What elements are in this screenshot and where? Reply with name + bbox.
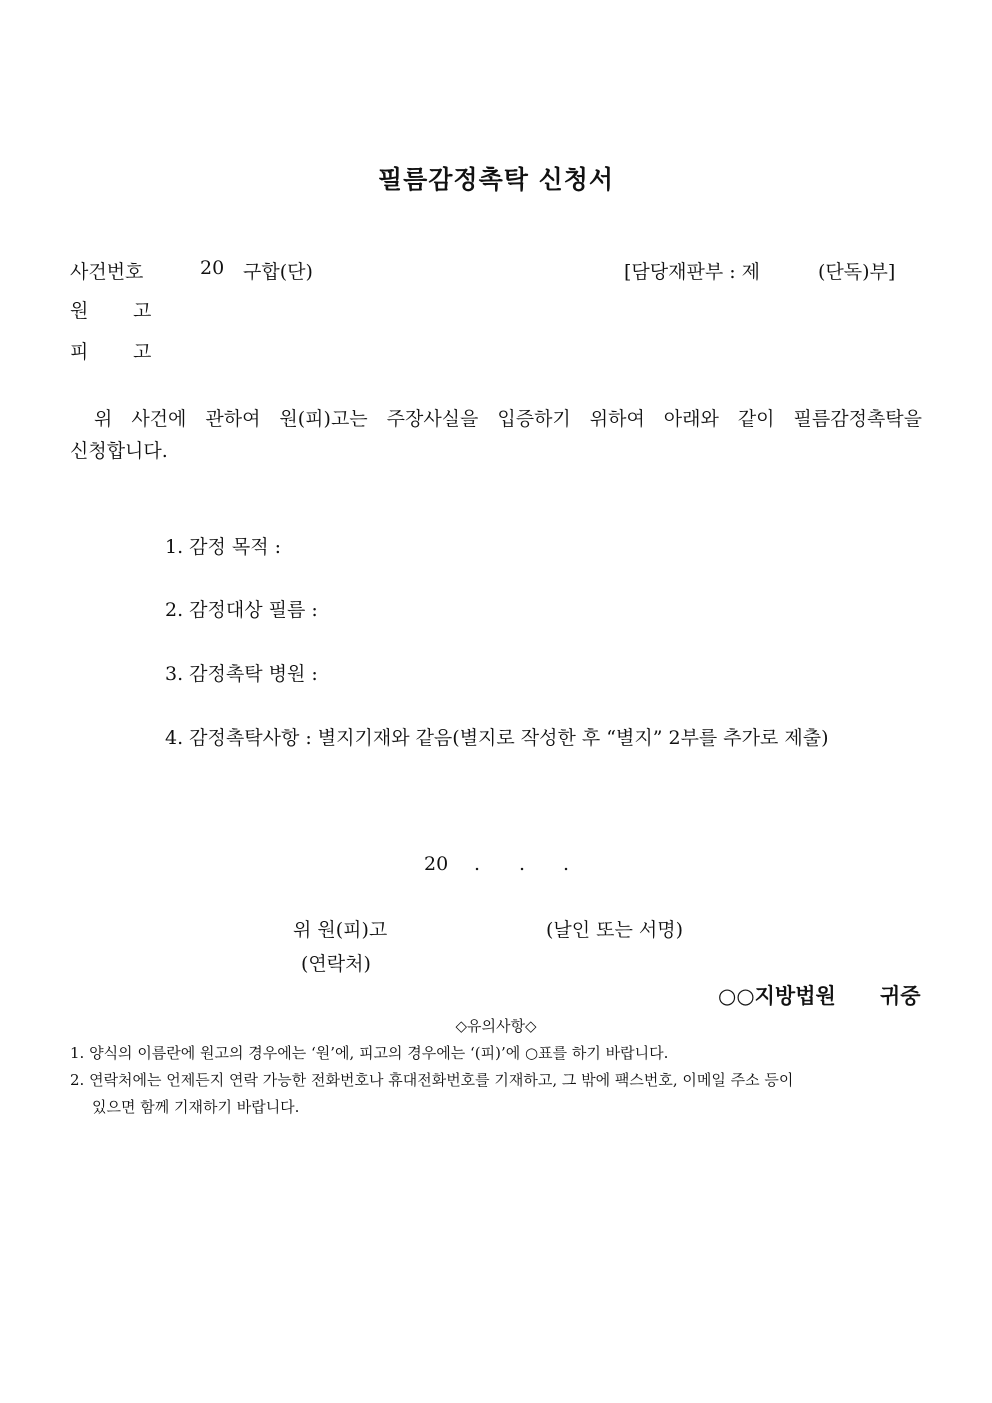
notes-title: ◇유의사항◇	[455, 1017, 537, 1035]
item-purpose: 1. 감정 목적 :	[165, 536, 282, 558]
defendant-label-1: 피	[70, 341, 89, 363]
signature-seal: (날인 또는 서명)	[546, 919, 684, 941]
note-2-line-1: 2. 연락처에는 언제든지 연락 가능한 전화번호나 휴대전화번호를 기재하고, 그 밖에 팩스번호, 이메일 주소 등이	[70, 1071, 794, 1089]
signature-contact: (연락처)	[301, 953, 371, 975]
plaintiff-label-1: 원	[70, 300, 89, 322]
date-year: 20	[424, 853, 449, 875]
court-name: ○○지방법원	[718, 983, 836, 1008]
case-year-prefix: 20	[200, 257, 225, 279]
signature-party: 위 원(피)고	[293, 919, 388, 941]
case-type: 구합(단)	[243, 261, 313, 283]
date-dot-2: .	[519, 853, 526, 875]
item-film: 2. 감정대상 필름 :	[165, 599, 318, 621]
date-dot-1: .	[474, 853, 481, 875]
defendant-label-2: 고	[133, 341, 152, 363]
plaintiff-label-2: 고	[133, 300, 152, 322]
court-honorific: 귀중	[880, 983, 921, 1008]
item-hospital: 3. 감정촉탁 병원 :	[165, 663, 318, 685]
division-label: [담당재판부 : 제	[624, 261, 761, 283]
item-matters: 4. 감정촉탁사항 : 별지기재와 같음(별지로 작성한 후 “별지” 2부를 추가로 제출)	[165, 727, 829, 749]
intro-line-2: 신청합니다.	[70, 440, 168, 462]
document-title: 필름감정촉탁 신청서	[377, 165, 615, 194]
note-2-line-2: 있으면 함께 기재하기 바랍니다.	[92, 1098, 300, 1116]
date-dot-3: .	[563, 853, 570, 875]
note-1: 1. 양식의 이름란에 원고의 경우에는 ‘원’에, 피고의 경우에는 ‘(피)’에 ○표를 하기 바랍니다.	[70, 1044, 669, 1062]
intro-line-1: 위 사건에 관하여 원(피)고는 주장사실을 입증하기 위하여 아래와 같이 필름감정촉탁을	[94, 408, 922, 430]
division-suffix: (단독)부]	[818, 261, 896, 283]
case-number-label: 사건번호	[70, 261, 144, 283]
